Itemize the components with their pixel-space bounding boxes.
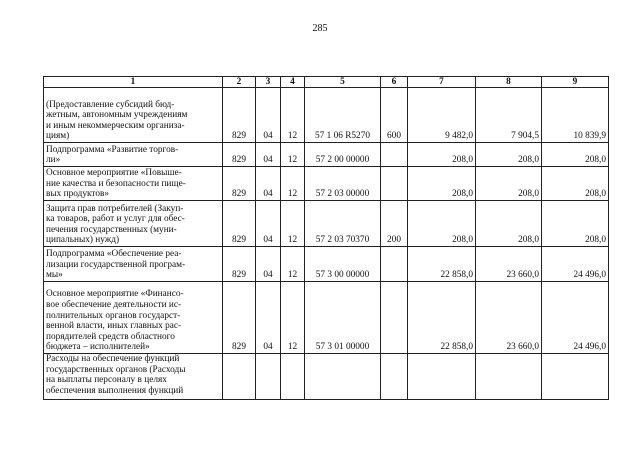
description-line: печения государственных (муни-	[46, 224, 177, 235]
expense-type-code	[381, 282, 408, 354]
section-code	[256, 354, 281, 400]
section-code: 04	[256, 143, 281, 167]
row-description	[44, 143, 223, 167]
ministry-code: 829	[223, 201, 256, 247]
amount-year-2: 23 660,0	[476, 282, 542, 354]
page-number: 285	[312, 23, 328, 34]
amount-year-1: 208,0	[408, 201, 476, 247]
amount-year-2: 208,0	[476, 167, 542, 201]
description-line: (Предоставление субсидий бюд-	[46, 99, 175, 110]
expense-type-code	[381, 167, 408, 201]
target-article-code: 57 1 06 R5270	[305, 88, 381, 143]
header-cell: 7	[408, 77, 476, 88]
section-code: 04	[256, 282, 281, 354]
description-line: Подпрограмма «Развитие торгов-	[46, 144, 179, 155]
table-row	[44, 167, 609, 201]
description-line: ка товаров, работ и услуг для обес-	[46, 214, 185, 225]
description-line: ние качества и безопасности пище-	[46, 178, 186, 189]
table-row	[44, 282, 609, 354]
expense-type-code: 200	[381, 201, 408, 247]
description-line: на выплаты персоналу в целях	[46, 375, 167, 386]
target-article-code: 57 3 00 00000	[305, 247, 381, 282]
row-description	[44, 167, 223, 201]
target-article-code: 57 3 01 00000	[305, 282, 381, 354]
description-line: вых продуктов»	[46, 189, 110, 200]
description-line: мы»	[46, 270, 63, 281]
amount-year-2	[476, 354, 542, 400]
description-line: ли»	[46, 155, 61, 166]
header-cell: 1	[44, 77, 223, 88]
header-cell: 9	[542, 77, 609, 88]
amount-year-3: 10 839,9	[542, 88, 609, 143]
ministry-code: 829	[223, 88, 256, 143]
section-code: 04	[256, 167, 281, 201]
amount-year-1	[408, 354, 476, 400]
table-row	[44, 201, 609, 247]
amount-year-1: 22 858,0	[408, 282, 476, 354]
amount-year-1: 208,0	[408, 143, 476, 167]
subsection-code	[281, 354, 305, 400]
header-row	[44, 77, 609, 88]
budget-table	[43, 76, 609, 400]
target-article-code	[305, 354, 381, 400]
expense-type-code	[381, 143, 408, 167]
description-line: лизации государственной програм-	[46, 259, 186, 270]
ministry-code: 829	[223, 143, 256, 167]
header-cell: 6	[381, 77, 408, 88]
row-description	[44, 247, 223, 282]
description-line: бюджета – исполнителей»	[46, 342, 150, 353]
description-line: и иным некоммерческим организа-	[46, 120, 185, 131]
amount-year-3	[542, 354, 609, 400]
target-article-code: 57 2 00 00000	[305, 143, 381, 167]
description-line: венной власти, иных главных рас-	[46, 321, 182, 332]
amount-year-3: 24 496,0	[542, 282, 609, 354]
row-description	[44, 88, 223, 143]
ministry-code	[223, 354, 256, 400]
amount-year-3: 208,0	[542, 167, 609, 201]
row-description	[44, 201, 223, 247]
table-row	[44, 354, 609, 400]
subsection-code: 12	[281, 167, 305, 201]
description-line: обеспечения выполнения функций	[46, 385, 184, 396]
table-row	[44, 143, 609, 167]
section-code: 04	[256, 201, 281, 247]
ministry-code: 829	[223, 282, 256, 354]
description-line: государственных органов (Расходы	[46, 364, 186, 375]
amount-year-2: 23 660,0	[476, 247, 542, 282]
description-line: порядителей средств областного	[46, 331, 175, 342]
description-line: Расходы на обеспечение функций	[46, 354, 180, 364]
row-description	[44, 282, 223, 354]
subsection-code: 12	[281, 201, 305, 247]
table-row	[44, 247, 609, 282]
subsection-code: 12	[281, 88, 305, 143]
target-article-code: 57 2 03 70370	[305, 201, 381, 247]
description-line: Подпрограмма «Обеспечение реа-	[46, 249, 182, 260]
expense-type-code	[381, 354, 408, 400]
amount-year-2: 208,0	[476, 143, 542, 167]
section-code: 04	[256, 88, 281, 143]
ministry-code: 829	[223, 247, 256, 282]
amount-year-1: 9 482,0	[408, 88, 476, 143]
description-line: Защита прав потребителей (Закуп-	[46, 203, 184, 214]
description-line: полнительных органов государст-	[46, 310, 181, 321]
expense-type-code	[381, 247, 408, 282]
section-code: 04	[256, 247, 281, 282]
subsection-code: 12	[281, 247, 305, 282]
description-line: Основное мероприятие «Финансо-	[46, 289, 184, 300]
expense-type-code: 600	[381, 88, 408, 143]
target-article-code: 57 2 03 00000	[305, 167, 381, 201]
description-line: жетным, автономным учреждениям	[46, 110, 188, 121]
amount-year-3: 208,0	[542, 143, 609, 167]
ministry-code: 829	[223, 167, 256, 201]
description-line: Основное мероприятие «Повыше-	[46, 168, 182, 179]
description-line: вое обеспечение деятельности ис-	[46, 300, 182, 311]
table-row	[44, 88, 609, 143]
description-line: циям)	[46, 131, 70, 142]
header-cell: 8	[476, 77, 542, 88]
header-cell: 2	[223, 77, 256, 88]
amount-year-2: 7 904,5	[476, 88, 542, 143]
amount-year-1: 208,0	[408, 167, 476, 201]
header-cell: 4	[281, 77, 305, 88]
header-cell: 5	[305, 77, 381, 88]
description-line: ципальных) нужд)	[46, 235, 120, 246]
row-description	[44, 354, 223, 400]
subsection-code: 12	[281, 143, 305, 167]
amount-year-3: 24 496,0	[542, 247, 609, 282]
header-cell: 3	[256, 77, 281, 88]
amount-year-3: 208,0	[542, 201, 609, 247]
amount-year-1: 22 858,0	[408, 247, 476, 282]
amount-year-2: 208,0	[476, 201, 542, 247]
subsection-code: 12	[281, 282, 305, 354]
